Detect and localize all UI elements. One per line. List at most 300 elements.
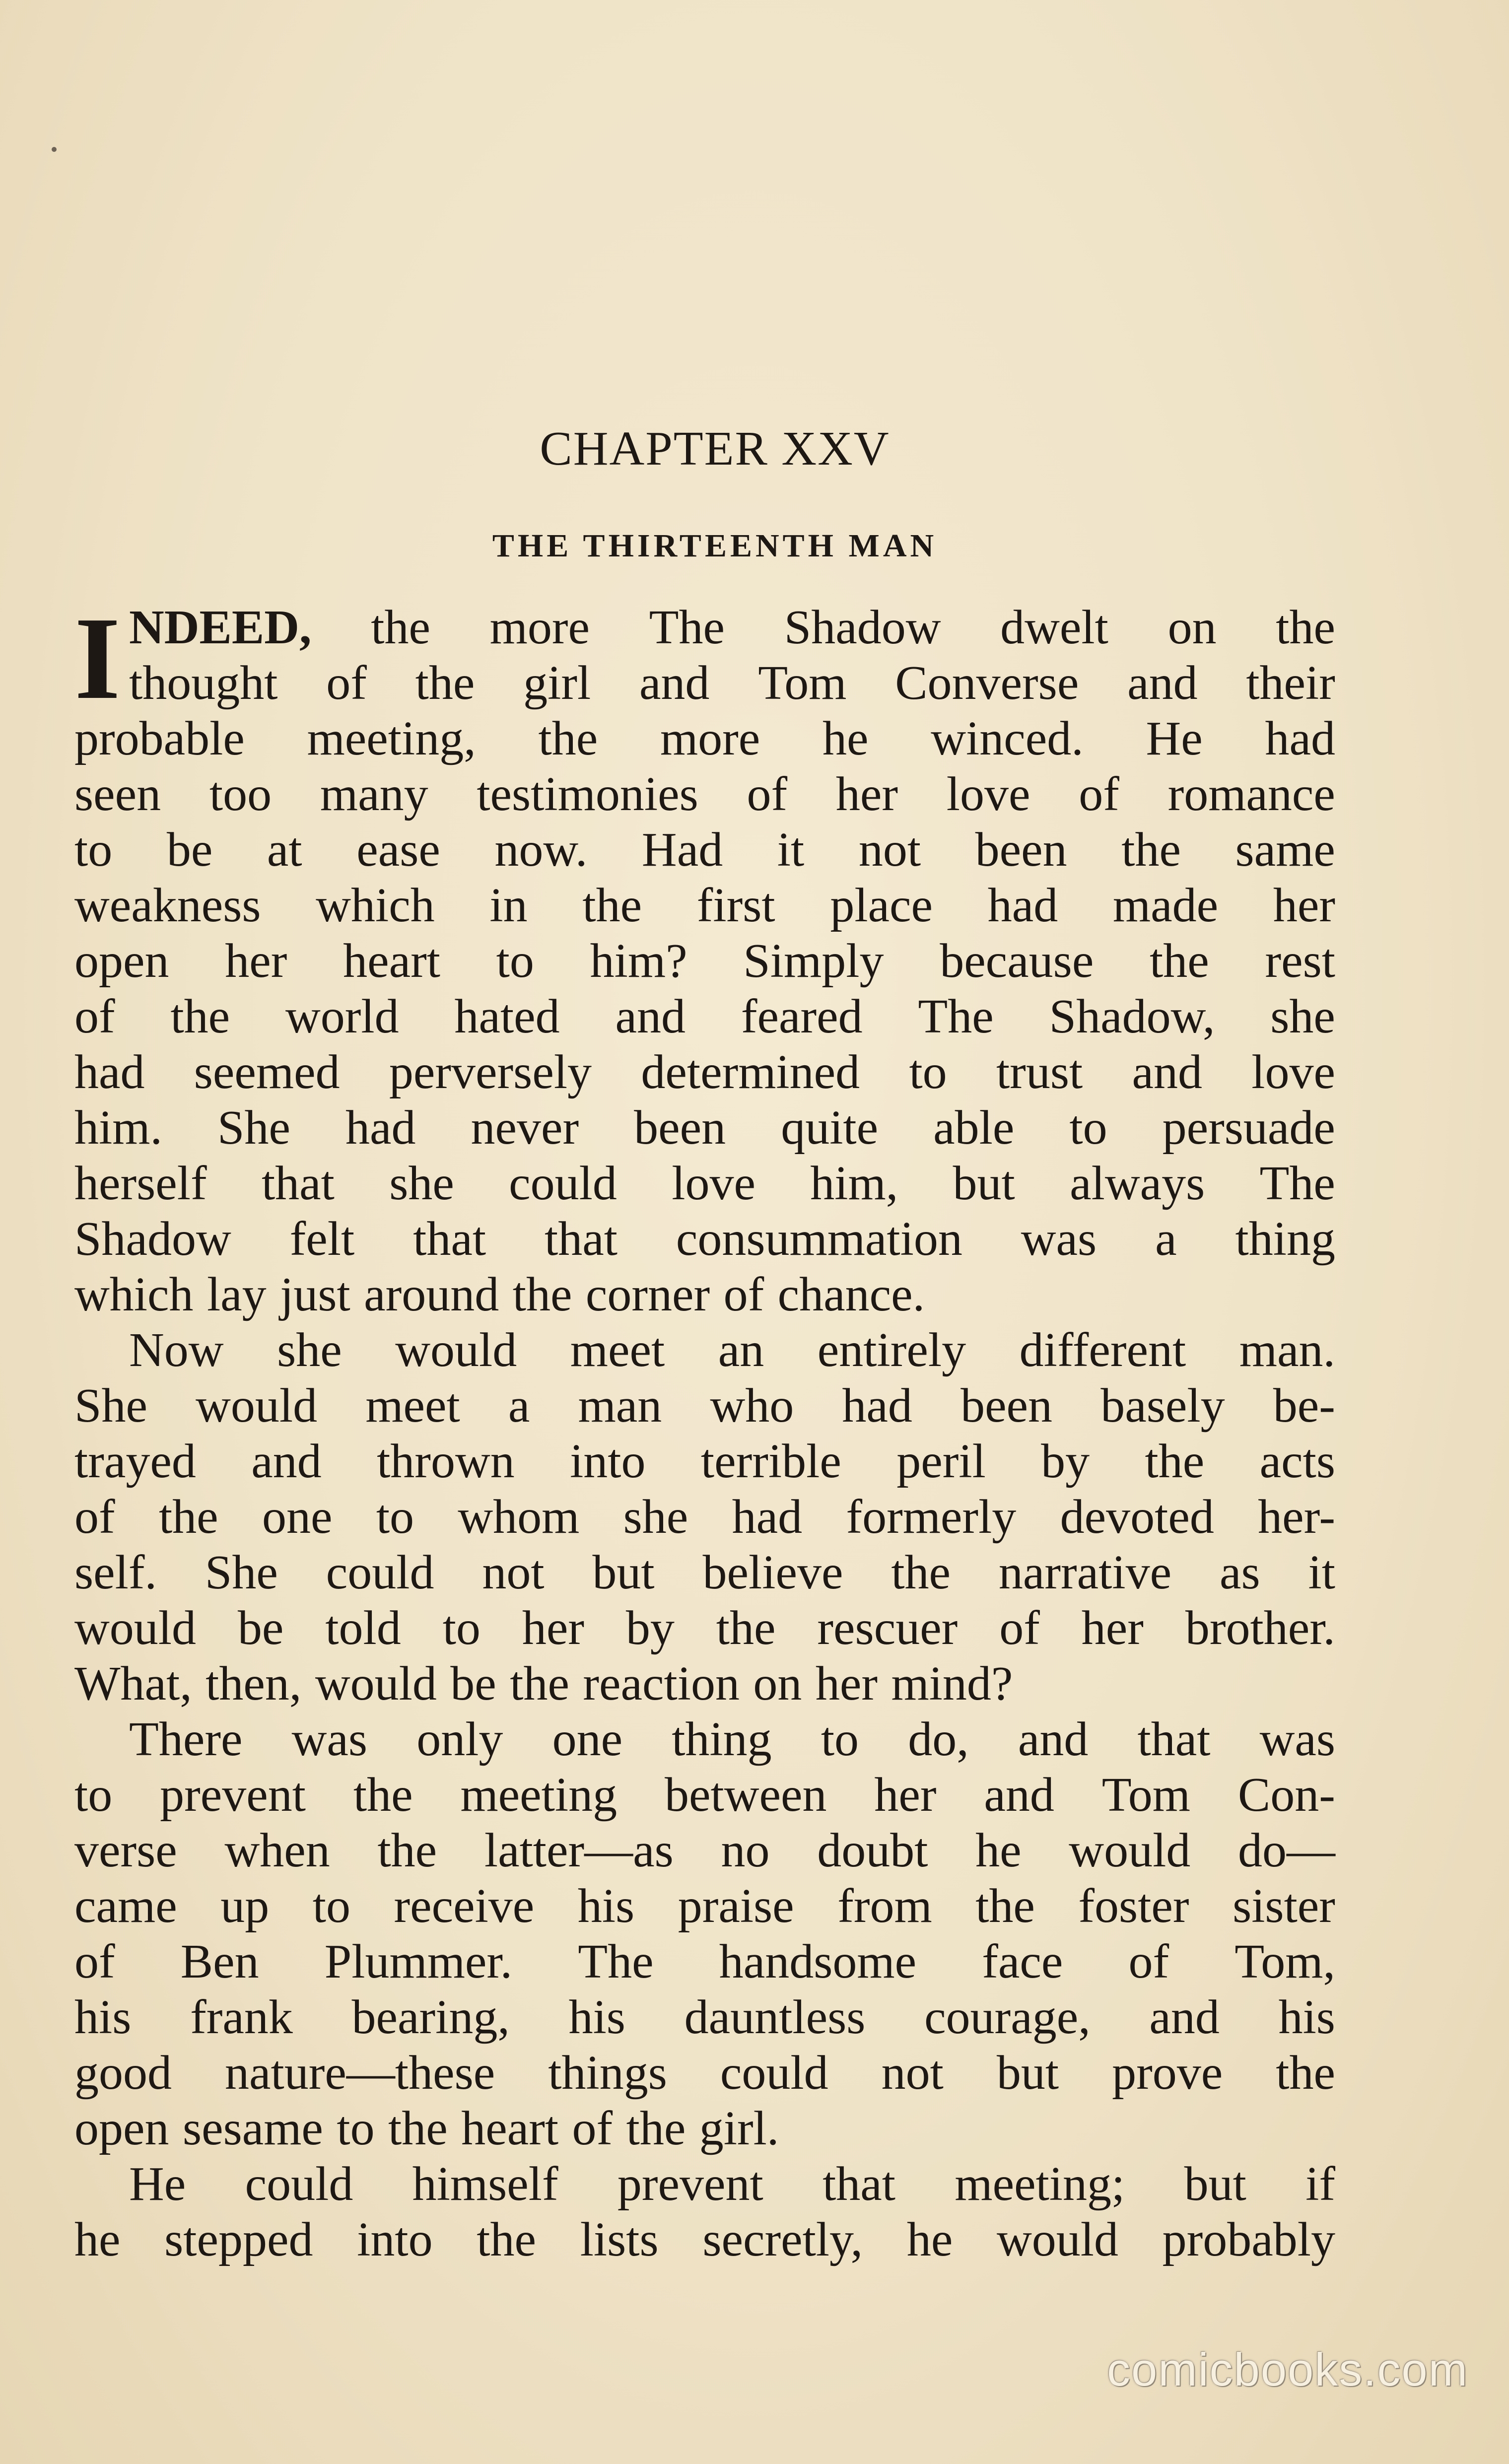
text-word: too — [209, 767, 272, 821]
text-word: meet — [365, 1379, 460, 1433]
text-word: the — [975, 1879, 1035, 1933]
text-word: perversely — [389, 1045, 592, 1099]
text-word: from — [837, 1879, 932, 1933]
text-word: probably — [1162, 2213, 1335, 2266]
text-word: meet — [570, 1323, 665, 1377]
text-word: foster — [1078, 1879, 1189, 1933]
watermark: comicbooks.com — [1107, 2343, 1468, 2396]
drop-cap-word: NDEED, — [129, 601, 312, 654]
text-word: chance. — [777, 1268, 925, 1321]
text-line — [74, 1711, 1335, 1767]
text-word: who — [710, 1379, 794, 1433]
text-word: always — [1070, 1157, 1205, 1210]
text-word: the — [371, 601, 430, 654]
text-word: receive — [394, 1879, 535, 1933]
text-word: formerly — [846, 1490, 1017, 1544]
text-word: had — [74, 1045, 145, 1099]
text-word: was — [1259, 1712, 1335, 1766]
text-word: Tom — [1101, 1768, 1191, 1822]
text-word: that — [823, 2157, 896, 2211]
text-line — [74, 1322, 1335, 1378]
text-word: only — [416, 1712, 503, 1766]
text-word: which — [316, 879, 435, 932]
text-word: doubt — [817, 1824, 928, 1877]
text-word: do, — [908, 1712, 969, 1766]
text-line — [74, 1100, 1335, 1156]
chapter-body-text — [74, 593, 1335, 2267]
text-word: his — [577, 1879, 635, 1933]
text-word: and — [1132, 1045, 1202, 1099]
text-word: could — [720, 2046, 828, 2100]
text-word: told — [325, 1601, 401, 1655]
text-word: she — [277, 1323, 342, 1377]
text-word: been — [960, 1379, 1053, 1433]
text-word: he — [823, 712, 869, 765]
text-word: the — [158, 1490, 218, 1544]
text-word: romance — [1167, 767, 1335, 821]
text-word: thrown — [377, 1435, 515, 1488]
text-word: into — [357, 2213, 433, 2266]
text-word: he — [975, 1824, 1022, 1877]
text-word: not — [881, 2046, 944, 2100]
text-word: but — [996, 2046, 1059, 2100]
chapter-subtitle: THE THIRTEENTH MAN — [492, 528, 938, 564]
text-word: around — [364, 1268, 499, 1321]
text-word: and — [984, 1768, 1054, 1822]
text-word: was — [291, 1712, 368, 1766]
text-word: to — [312, 1879, 350, 1933]
text-word: place — [830, 879, 933, 932]
text-word: she — [389, 1157, 454, 1210]
text-word: Now — [129, 1323, 224, 1377]
text-word: on — [1167, 601, 1217, 654]
text-word: his — [568, 1990, 625, 2044]
text-line — [74, 1767, 1335, 1823]
text-word: would — [1069, 1824, 1191, 1877]
text-word: She — [74, 1379, 147, 1433]
text-word: testimonies — [477, 767, 698, 821]
text-line — [74, 2045, 1335, 2101]
text-word: was — [1021, 1212, 1097, 1266]
text-line — [74, 1934, 1335, 1989]
text-word: as — [1219, 1546, 1260, 1599]
text-word: made — [1112, 879, 1219, 932]
text-word: been — [634, 1101, 726, 1155]
text-word: to — [74, 823, 113, 877]
text-word: Plummer. — [324, 1935, 513, 1988]
text-word: Con- — [1237, 1768, 1335, 1822]
text-word: of — [723, 1268, 764, 1321]
text-line — [74, 1823, 1335, 1878]
text-word: would — [315, 1657, 437, 1711]
text-word: quite — [781, 1101, 879, 1155]
text-word: she — [1270, 990, 1335, 1043]
text-word: girl. — [699, 2102, 779, 2155]
text-word: but — [592, 1546, 655, 1599]
text-word: but — [1184, 2157, 1246, 2211]
text-word: reaction — [583, 1657, 740, 1711]
text-word: that — [1137, 1712, 1211, 1766]
text-word: hated — [454, 990, 560, 1043]
text-line — [74, 1656, 1335, 1711]
text-word: it — [777, 823, 805, 877]
text-word: that — [413, 1212, 486, 1266]
text-word: to — [1069, 1101, 1107, 1155]
text-word: her — [815, 1657, 878, 1711]
text-word: Converse — [895, 656, 1079, 710]
text-word: had — [345, 1101, 416, 1155]
text-word: many — [320, 767, 428, 821]
text-word: one — [552, 1712, 623, 1766]
text-word: The — [649, 601, 725, 654]
text-word: rest — [1265, 934, 1335, 988]
text-word: had — [1265, 712, 1335, 765]
text-word: and — [615, 990, 686, 1043]
text-word: acts — [1259, 1435, 1335, 1488]
text-word: Shadow — [784, 601, 941, 654]
text-word: persuade — [1162, 1101, 1335, 1155]
text-word: heart — [461, 2102, 559, 2155]
text-word: could — [326, 1546, 434, 1599]
text-word: She — [205, 1546, 278, 1599]
text-word: and — [251, 1435, 322, 1488]
text-word: dwelt — [1000, 601, 1108, 654]
text-word: on — [753, 1657, 802, 1711]
text-word: mind? — [891, 1657, 1013, 1711]
text-word: had — [732, 1490, 803, 1544]
text-word: not — [858, 823, 921, 877]
text-word: stepped — [164, 2213, 313, 2266]
text-word: Simply — [743, 934, 884, 988]
text-word: courage, — [924, 1990, 1091, 2044]
text-word: of — [1079, 767, 1119, 821]
text-word: the — [388, 2102, 448, 2155]
text-word: herself — [74, 1157, 207, 1210]
text-word: would — [74, 1601, 196, 1655]
text-line — [74, 1044, 1335, 1100]
text-word: be — [450, 1657, 496, 1711]
text-word: him, — [810, 1157, 898, 1210]
text-word: to — [496, 934, 534, 988]
text-word: and — [1149, 1990, 1220, 2044]
text-word: thought — [129, 656, 278, 710]
text-word: up — [220, 1879, 270, 1933]
text-word: The — [1259, 1157, 1335, 1210]
text-word: just — [280, 1268, 350, 1321]
text-word: meeting — [460, 1768, 617, 1822]
text-word: had — [987, 879, 1058, 932]
chapter-heading: CHAPTER XXV — [540, 422, 890, 476]
text-word: prevent — [160, 1768, 306, 1822]
text-line — [74, 2156, 1335, 2212]
text-word: it — [1308, 1546, 1335, 1599]
text-word: could — [509, 1157, 617, 1210]
text-line — [74, 933, 1335, 989]
text-word: frank — [190, 1990, 293, 2044]
text-word: good — [74, 2046, 172, 2100]
text-word: be — [166, 823, 213, 877]
text-word: then, — [206, 1657, 302, 1711]
text-word: and — [1127, 656, 1198, 710]
text-word: the — [626, 2102, 686, 2155]
text-word: corner — [585, 1268, 710, 1321]
text-word: her — [874, 1768, 937, 1822]
text-word: that — [261, 1157, 335, 1210]
text-word: Tom, — [1235, 1935, 1335, 1988]
text-word: his — [74, 1990, 132, 2044]
text-word: prove — [1112, 2046, 1223, 2100]
text-word: a — [1155, 1212, 1177, 1266]
text-word: in — [489, 879, 528, 932]
text-word: entirely — [817, 1323, 966, 1377]
text-word: Had — [641, 823, 723, 877]
text-word: him? — [590, 934, 687, 988]
text-word: their — [1246, 656, 1335, 710]
text-line — [74, 1434, 1335, 1489]
text-word: narrative — [998, 1546, 1172, 1599]
text-word: the — [415, 656, 475, 710]
text-word: What, — [74, 1657, 192, 1711]
text-word: by — [625, 1601, 675, 1655]
text-word: by — [1041, 1435, 1090, 1488]
text-word: Shadow, — [1049, 990, 1215, 1043]
text-word: into — [570, 1435, 646, 1488]
text-word: meeting; — [955, 2157, 1125, 2211]
text-word: of — [572, 2102, 613, 2155]
text-word: seen — [74, 767, 161, 821]
text-word: first — [696, 879, 775, 932]
text-word: probable — [74, 712, 245, 765]
text-word: the — [377, 1824, 437, 1877]
text-word: came — [74, 1879, 177, 1933]
text-word: heart — [343, 934, 440, 988]
text-word: one — [262, 1490, 333, 1544]
text-word: sesame — [182, 2102, 323, 2155]
text-word: The — [578, 1935, 654, 1988]
text-word: the — [477, 2213, 537, 2266]
text-line — [74, 1989, 1335, 2045]
text-word: trust — [996, 1045, 1083, 1099]
text-word: believe — [702, 1546, 843, 1599]
text-word: verse — [74, 1824, 177, 1877]
text-word: to — [376, 1490, 414, 1544]
text-word: rescuer — [817, 1601, 958, 1655]
text-word: of — [1128, 1935, 1169, 1988]
text-word: ease — [356, 823, 440, 877]
text-word: her — [225, 934, 287, 988]
text-word: He — [129, 2157, 186, 2211]
text-line — [74, 1545, 1335, 1600]
text-word: different — [1019, 1323, 1186, 1377]
text-word: things — [548, 2046, 667, 2100]
text-word: feared — [741, 990, 863, 1043]
text-line — [74, 989, 1335, 1044]
text-word: self. — [74, 1546, 157, 1599]
text-word: devoted — [1060, 1490, 1214, 1544]
text-word: never — [471, 1101, 579, 1155]
text-word: able — [933, 1101, 1015, 1155]
text-word: an — [718, 1323, 764, 1377]
text-line — [74, 1156, 1335, 1211]
text-word: She — [217, 1101, 290, 1155]
text-word: he — [74, 2213, 121, 2266]
text-word: the — [1276, 2046, 1335, 2100]
text-word: Ben — [180, 1935, 259, 1988]
text-word: her- — [1258, 1490, 1335, 1544]
text-word: been — [975, 823, 1067, 877]
text-word: brother. — [1185, 1601, 1335, 1655]
text-word: the — [538, 712, 598, 765]
text-word: her — [835, 767, 898, 821]
text-word: be- — [1273, 1379, 1335, 1433]
text-word: sister — [1233, 1879, 1335, 1933]
text-word: she — [623, 1490, 688, 1544]
text-word: and — [639, 656, 710, 710]
text-word: determined — [641, 1045, 860, 1099]
text-word: would — [996, 2213, 1118, 2266]
text-word: himself — [412, 2157, 558, 2211]
text-word: There — [129, 1712, 243, 1766]
text-line — [74, 2101, 1335, 2156]
text-word: of — [74, 1935, 115, 1988]
text-line — [74, 1489, 1335, 1545]
text-word: of — [326, 656, 367, 710]
text-word: consummation — [676, 1212, 962, 1266]
text-word: if — [1305, 2157, 1335, 2211]
text-word: because — [940, 934, 1094, 988]
text-word: at — [267, 823, 302, 877]
text-word: nature—these — [225, 2046, 495, 2100]
text-word: seemed — [194, 1045, 340, 1099]
text-word: the — [510, 1657, 569, 1711]
text-word: love — [946, 767, 1030, 821]
text-word: had — [842, 1379, 912, 1433]
text-word: praise — [678, 1879, 794, 1933]
text-line — [74, 711, 1335, 766]
text-word: the — [1145, 1435, 1205, 1488]
text-word: handsome — [719, 1935, 917, 1988]
drop-cap: I — [74, 593, 121, 724]
text-word: trayed — [74, 1435, 196, 1488]
text-word: of — [999, 1601, 1040, 1655]
text-word: open — [74, 2102, 169, 2155]
text-word: not — [482, 1546, 545, 1599]
text-word: face — [982, 1935, 1063, 1988]
text-line — [74, 2212, 1335, 2267]
text-word: meeting, — [307, 712, 476, 765]
text-word: weakness — [74, 879, 261, 932]
text-word: lists — [580, 2213, 659, 2266]
text-word: lay — [206, 1268, 267, 1321]
text-word: Shadow — [74, 1212, 231, 1266]
text-word: same — [1235, 823, 1335, 877]
text-word: the — [1276, 601, 1335, 654]
text-word: the — [1121, 823, 1181, 877]
text-word: dauntless — [684, 1990, 866, 2044]
text-word: to — [74, 1768, 113, 1822]
text-word: when — [224, 1824, 330, 1877]
text-word: peril — [896, 1435, 986, 1488]
text-word: whom — [458, 1490, 580, 1544]
text-word: world — [285, 990, 399, 1043]
text-word: to — [909, 1045, 947, 1099]
text-word: man — [578, 1379, 662, 1433]
text-word: the — [512, 1268, 572, 1321]
text-word: and — [1018, 1712, 1089, 1766]
text-word: her — [522, 1601, 584, 1655]
text-word: love — [672, 1157, 755, 1210]
text-word: a — [508, 1379, 530, 1433]
text-word: of — [747, 767, 788, 821]
text-word: his — [1278, 1990, 1335, 2044]
text-word: now. — [494, 823, 588, 877]
text-word: open — [74, 934, 169, 988]
text-word: bearing, — [351, 1990, 510, 2044]
text-word: be — [237, 1601, 284, 1655]
text-word: thing — [672, 1712, 772, 1766]
text-word: him. — [74, 1101, 162, 1155]
text-word: latter—as — [484, 1824, 674, 1877]
text-word: the — [353, 1768, 413, 1822]
text-word: the — [891, 1546, 951, 1599]
text-line — [74, 1211, 1335, 1267]
text-line — [74, 878, 1335, 933]
text-word: he — [906, 2213, 953, 2266]
text-word: of — [74, 1490, 115, 1544]
text-word: basely — [1100, 1379, 1225, 1433]
text-word: winced. — [931, 712, 1084, 765]
text-line — [74, 1878, 1335, 1934]
text-line — [74, 1378, 1335, 1434]
text-word: of — [74, 990, 115, 1043]
text-word: the — [1150, 934, 1209, 988]
text-word: secretly, — [702, 2213, 863, 2266]
text-word: to — [442, 1601, 480, 1655]
text-word: do— — [1237, 1824, 1335, 1877]
text-word: her — [1273, 879, 1335, 932]
text-word: would — [196, 1379, 318, 1433]
text-word: thing — [1235, 1212, 1335, 1266]
text-word: but — [953, 1157, 1015, 1210]
text-word: which — [74, 1268, 194, 1321]
text-word: could — [245, 2157, 353, 2211]
text-word: man. — [1239, 1323, 1335, 1377]
text-word: felt — [289, 1212, 355, 1266]
text-word: that — [545, 1212, 617, 1266]
text-line — [74, 655, 1335, 711]
text-word: to — [337, 2102, 375, 2155]
text-line — [74, 766, 1335, 822]
text-word: the — [170, 990, 230, 1043]
text-word: more — [489, 601, 590, 654]
text-word: the — [582, 879, 642, 932]
text-word: to — [821, 1712, 859, 1766]
text-word: the — [716, 1601, 776, 1655]
text-word: prevent — [617, 2157, 763, 2211]
text-word: her — [1081, 1601, 1144, 1655]
text-word: no — [721, 1824, 770, 1877]
text-word: Tom — [758, 656, 847, 710]
text-line — [74, 822, 1335, 878]
text-word: would — [395, 1323, 517, 1377]
text-word: girl — [523, 656, 591, 710]
text-word: more — [660, 712, 760, 765]
text-word: He — [1146, 712, 1203, 765]
text-word: love — [1251, 1045, 1335, 1099]
text-line — [74, 1267, 1335, 1322]
text-word: The — [918, 990, 994, 1043]
text-word: terrible — [700, 1435, 841, 1488]
